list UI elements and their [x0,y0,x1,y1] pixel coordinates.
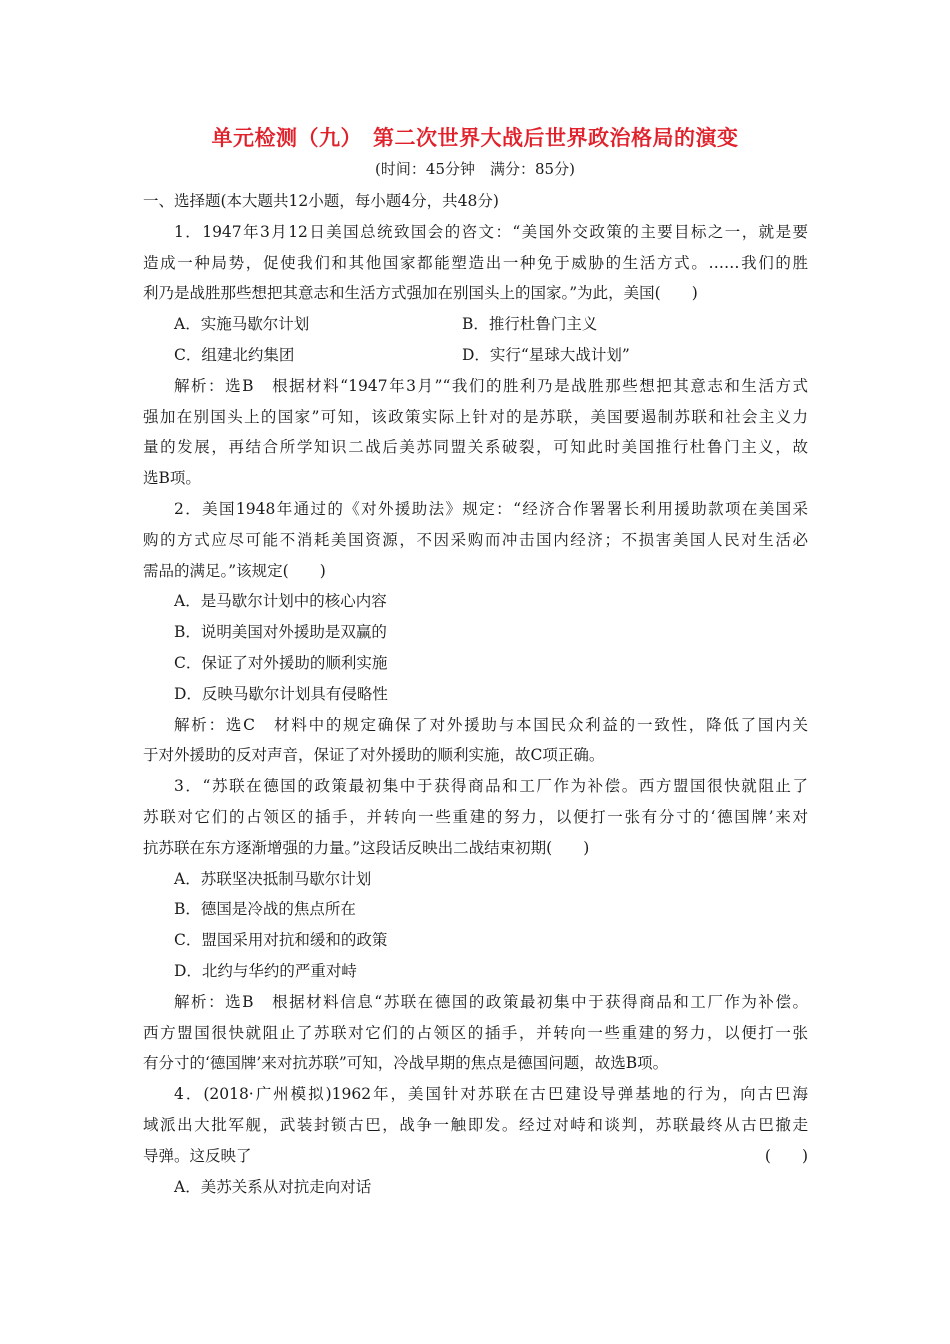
option-a: A．实施马歇尔计划 [174,315,310,334]
option-b: B．推行杜鲁门主义 [462,315,598,334]
question-text-line: 造成一种局势，促使我们和其他国家都能塑造出一种免于威胁的生活方式。……我们的胜 [143,253,808,272]
option-b: B．德国是冷战的焦点所在 [174,900,356,919]
option-c: C．组建北约集团 [174,345,295,364]
question-text-line: 利乃是战胜那些想把其意志和生活方式强加在别国头上的国家。”为此，美国( ) [143,284,698,303]
question-text-line: 4．(2018·广州模拟)1962年，美国针对苏联在古巴建设导弹基地的行为，向古巴海 [174,1085,808,1104]
option-row [143,340,808,371]
option-b: B．说明美国对外援助是双赢的 [174,623,387,642]
analysis-line: 强加在别国头上的国家”可知，该政策实际上针对的是苏联，美国要遏制苏联和社会主义力 [143,407,808,426]
document-title: 单元检测（九） 第二次世界大战后世界政治格局的演变 [211,125,739,150]
question-4 [143,1079,808,1202]
analysis-line: 量的发展，再结合所学知识二战后美苏同盟关系破裂，可知此时美国推行杜鲁门主义，故 [143,438,808,457]
option-d: D．实行“星球大战计划” [462,345,630,364]
question-text-line: 需品的满足。”该规定( ) [143,561,326,580]
question-3 [143,771,808,1079]
question-text-line: 域派出大批军舰，武装封锁古巴，战争一触即发。经过对峙和谈判，苏联最终从古巴撤走 [143,1115,808,1134]
option-row [143,309,808,340]
question-2 [143,494,808,771]
analysis-line: 西方盟国很快就阻止了苏联对它们的占领区的插手，并转向一些重建的努力，以便打一张 [143,1023,808,1042]
option-a: A．是马歇尔计划中的核心内容 [174,592,387,611]
document-subtitle: (时间：45分钟 满分：85分) [375,160,575,178]
analysis-line: 解析：选B 根据材料“1947年3月”“我们的胜利乃是战胜那些想把其意志和生活方式 [174,376,808,395]
section-heading: 一、选择题(本大题共12小题，每小题4分，共48分) [143,192,499,210]
option-c: C．盟国采用对抗和缓和的政策 [174,931,388,950]
option-d: D．反映马歇尔计划具有侵略性 [174,684,388,703]
question-text-line: 苏联对它们的占领区的插手，并转向一些重建的努力，以便打一张有分寸的‘德国牌’来对 [143,807,808,826]
analysis-line: 选B项。 [143,469,201,488]
analysis-line: 解析：选C 材料中的规定确保了对外援助与本国民众利益的一致性，降低了国内关 [174,715,808,734]
option-c: C．保证了对外援助的顺利实施 [174,653,388,672]
question-text-line: 抗苏联在东方逐渐增强的力量。”这段话反映出二战结束初期( ) [143,838,590,857]
analysis-line: 解析：选B 根据材料信息“苏联在德国的政策最初集中于获得商品和工厂作为补偿。 [174,992,808,1011]
question-text-line: 2．美国1948年通过的《对外援助法》规定：“经济合作署署长利用援助款项在美国采 [174,499,808,518]
question-text-line: 购的方式应尽可能不消耗美国资源，不因采购而冲击国内经济；不损害美国人民对生活必 [143,530,808,549]
question-text-line [143,1141,808,1172]
question-text-line: 3．“苏联在德国的政策最初集中于获得商品和工厂作为补偿。西方盟国很快就阻止了 [174,777,808,796]
question-text: 导弹。这反映了 [143,1146,252,1165]
analysis-line: 有分寸的‘德国牌’来对抗苏联”可知，冷战早期的焦点是德国问题，故选B项。 [143,1054,669,1073]
answer-parentheses: ( ) [764,1146,808,1165]
option-d: D．北约与华约的严重对峙 [174,961,357,980]
question-text-line: 1．1947年3月12日美国总统致国会的咨文：“美国外交政策的主要目标之一，就是要 [174,222,808,241]
analysis-line: 于对外援助的反对声音，保证了对外援助的顺利实施，故C项正确。 [143,746,605,765]
document-body [143,186,808,1202]
option-a: A．苏联坚决抵制马歇尔计划 [174,869,372,888]
option-a: A．美苏关系从对抗走向对话 [174,1177,372,1196]
question-1 [143,217,808,494]
